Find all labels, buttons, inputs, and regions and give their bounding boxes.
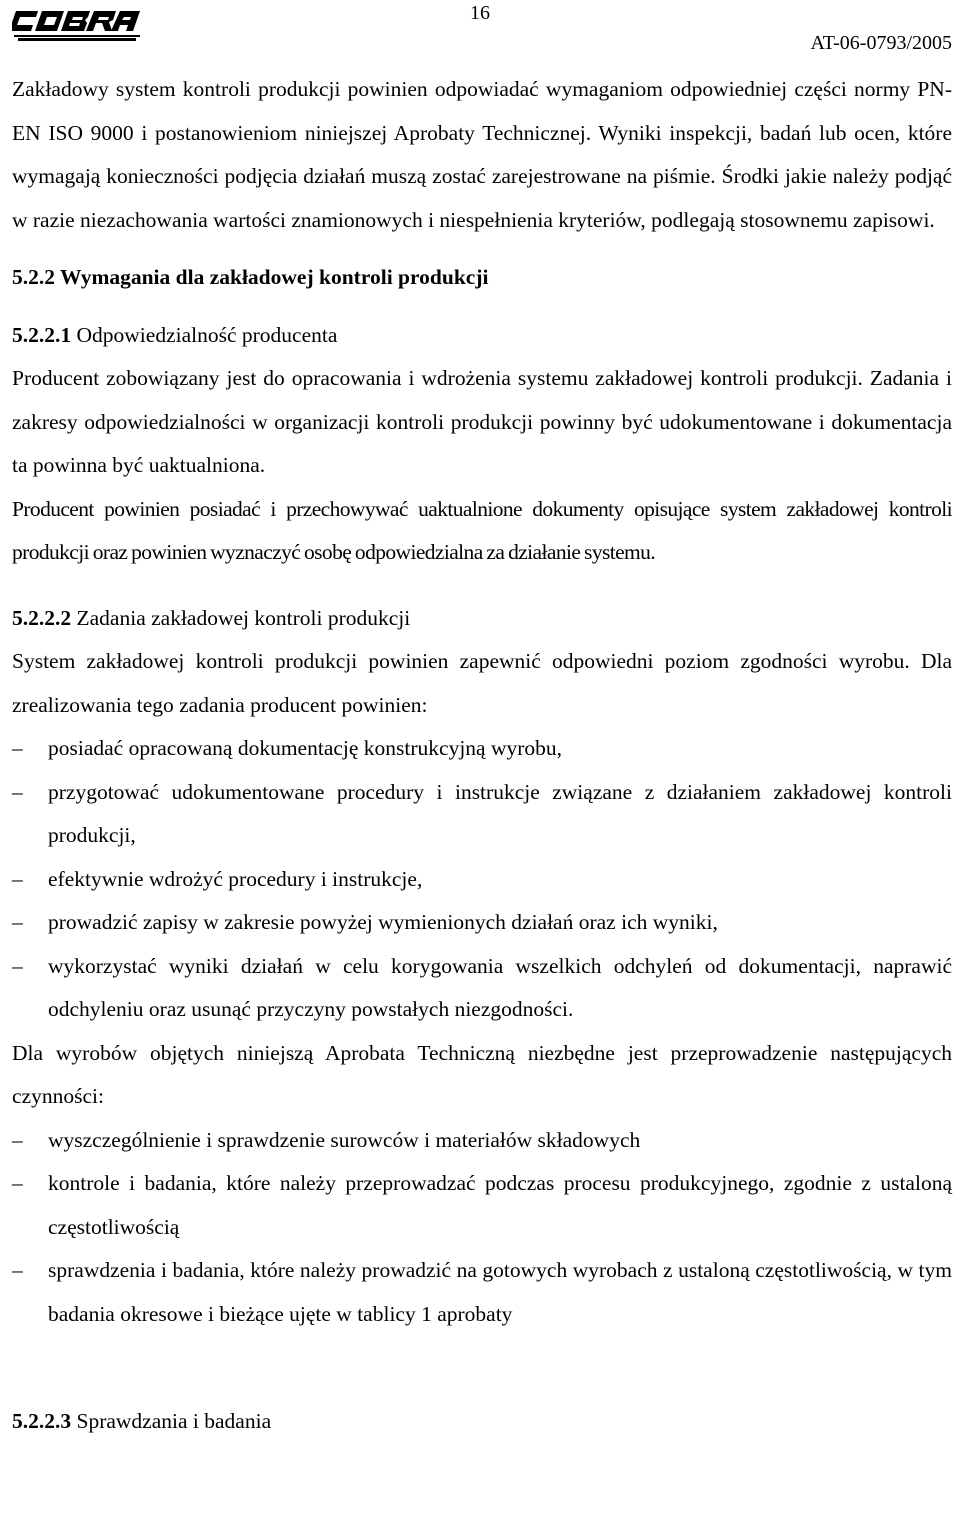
list-item-text: prowadzić zapisy w zakresie powyżej wymienionych działań oraz ich wyniki, xyxy=(48,910,718,934)
section-heading-5-2-2: 5.2.2 Wymagania dla zakładowej kontroli produkcji xyxy=(12,265,489,289)
document-body xyxy=(12,68,952,1444)
list-item xyxy=(12,1249,952,1336)
dash-marker: – xyxy=(12,1127,23,1152)
subsection-number: 5.2.2.1 xyxy=(12,322,72,347)
paragraph-responsibility: Producent zobowiązany jest do opracowania i wdrożenia systemu zakładowej kontroli produkcji. Zadania i zakresy odpowiedzialności w organizacji kontroli produkcji powinny być udokumentowane i dokumentacja ta powinna być uaktualniona. xyxy=(12,366,952,477)
page-header xyxy=(0,0,960,54)
list-item xyxy=(12,771,952,858)
list-item xyxy=(12,1119,952,1163)
subsection-title: Sprawdzania i badania xyxy=(71,1409,272,1433)
list-item-text: kontrole i badania, które należy przeprowadzać podczas procesu produkcyjnego, zgodnie z ustaloną częstotliwością xyxy=(48,1171,952,1239)
dash-marker: – xyxy=(12,866,23,891)
dash-marker: – xyxy=(12,1258,23,1282)
paragraph-tasks: System zakładowej kontroli produkcji powinien zapewnić odpowiedni poziom zgodności wyrobu. Dla zrealizowania tego zadania producent powinien: xyxy=(12,649,952,717)
subsection-number: 5.2.2.3 xyxy=(12,1409,72,1433)
dash-marker: – xyxy=(12,1171,23,1195)
list-item xyxy=(12,901,952,945)
cobra-metalplast-logo xyxy=(12,3,142,43)
dash-marker: – xyxy=(12,736,23,760)
subsection-heading-5-2-2-3 xyxy=(12,1400,952,1444)
subsection-heading-5-2-2-2 xyxy=(12,597,952,641)
subsection-title: Zadania zakładowej kontroli produkcji xyxy=(71,605,411,630)
producer-duties-list xyxy=(12,727,952,1032)
document-id: AT-06-0793/2005 xyxy=(810,32,952,54)
list-item xyxy=(12,1162,952,1249)
dash-marker: – xyxy=(12,953,23,978)
list-item-text: wykorzystać wyniki działań w celu korygowania wszelkich odchyleń od dokumentacji, naprawić odchyleniu oraz usunąć przyczyny powstałych niezgodności. xyxy=(48,953,952,1021)
list-item xyxy=(12,858,952,902)
list-item-text: wyszczególnienie i sprawdzenie surowców i materiałów składowych xyxy=(48,1127,641,1152)
subsection-number: 5.2.2.2 xyxy=(12,605,72,630)
paragraph-documents: Producent powinien posiadać i przechowywać uaktualnione dokumenty opisujące system zakładowej kontroli produkcji oraz powinien wyznaczyć osobę odpowiedzialna za działanie systemu. xyxy=(12,496,952,564)
intro-paragraph: Zakładowy system kontroli produkcji powinien odpowiadać wymaganiom odpowiedniej części normy PN-EN ISO 9000 i postanowieniom niniejszej Aprobaty Technicznej. Wyniki inspekcji, badań lub ocen, które wymagają konieczności podjęcia działań muszą zostać zarejestrowane na piśmie. Środki jakie należy podjąć w razie niezachowania wartości znamionowych i niespełnienia kryteriów, podlegają stosownemu zapisowi. xyxy=(12,77,952,232)
list-item-text: posiadać opracowaną dokumentację konstrukcyjną wyrobu, xyxy=(48,736,563,760)
subsection-title: Odpowiedzialność producenta xyxy=(71,322,338,347)
list-item-text: efektywnie wdrożyć procedury i instrukcje, xyxy=(48,866,423,891)
list-item-text: sprawdzenia i badania, które należy prowadzić na gotowych wyrobach z ustaloną częstotliwością, w tym badania okresowe i bieżące ujęte w tablicy 1 aprobaty xyxy=(48,1258,952,1326)
list-item xyxy=(12,727,952,771)
subsection-heading-5-2-2-1 xyxy=(12,314,952,358)
dash-marker: – xyxy=(12,910,23,934)
paragraph-activities: Dla wyrobów objętych niniejszą Aprobata Techniczną niezbędne jest przeprowadzenie następujących czynności: xyxy=(12,1040,952,1108)
dash-marker: – xyxy=(12,779,23,804)
list-item-text: przygotować udokumentowane procedury i instrukcje związane z działaniem zakładowej kontroli produkcji, xyxy=(48,779,952,847)
list-item xyxy=(12,945,952,1032)
required-activities-list xyxy=(12,1119,952,1337)
page-number: 16 xyxy=(470,2,490,24)
